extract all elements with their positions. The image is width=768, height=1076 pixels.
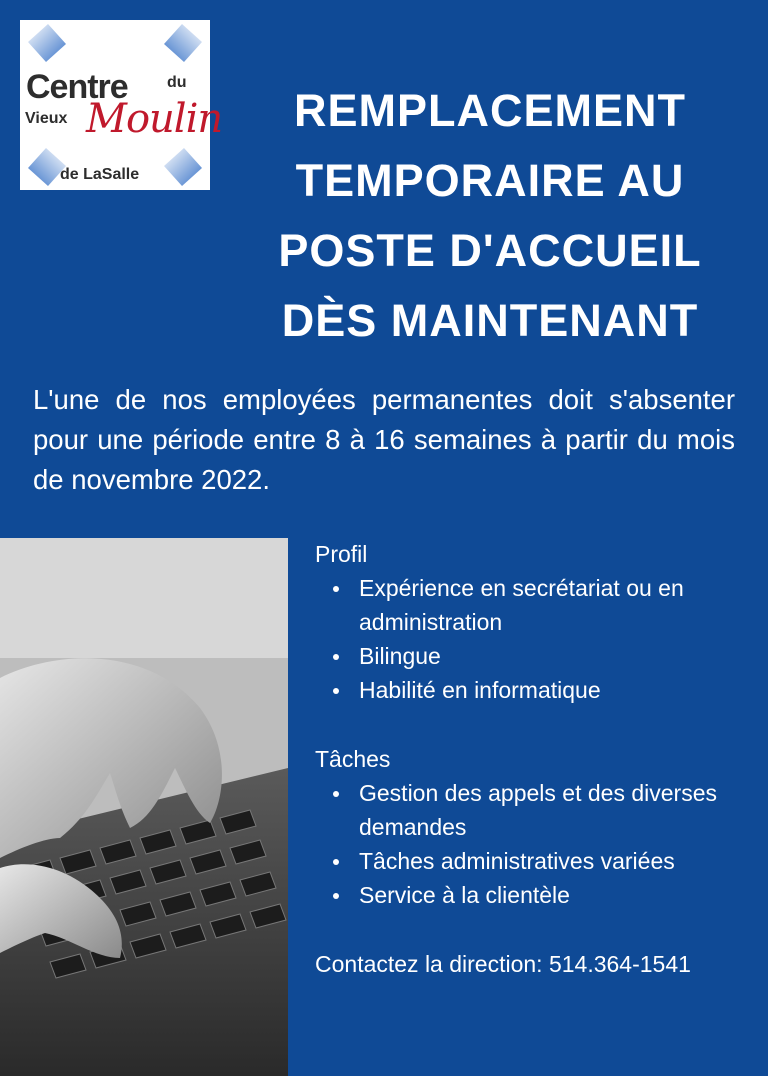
logo-du-text: du	[167, 74, 187, 91]
page-title	[240, 76, 740, 356]
intro-paragraph: L'une de nos employées permanentes doit s'absenter pour une période entre 8 à 16 semaines à partir du mois de novembre 2022.	[33, 384, 735, 495]
taches-list	[315, 776, 755, 912]
list-item: Habilité en informatique	[359, 673, 755, 707]
title-line: REMPLACEMENT	[294, 85, 686, 136]
list-item: Service à la clientèle	[359, 878, 755, 912]
list-item: Expérience en secrétariat ou en administration	[359, 571, 755, 639]
title-line: POSTE D'ACCUEIL	[278, 225, 702, 276]
profil-heading: Profil	[315, 541, 368, 567]
contact-text: Contactez la direction: 514.364-1541	[315, 951, 691, 977]
list-item: Gestion des appels et des diverses demandes	[359, 776, 755, 844]
keyboard-hands-illustration	[0, 538, 288, 1076]
logo-vieux-text: Vieux	[25, 110, 68, 127]
logo	[20, 20, 223, 190]
logo-centre-text: Centre	[26, 68, 128, 106]
keyboard-hands-photo	[0, 538, 288, 1076]
profil-list	[315, 571, 755, 707]
title-line: TEMPORAIRE AU	[295, 155, 685, 206]
title-line: DÈS MAINTENANT	[281, 295, 699, 346]
taches-heading: Tâches	[315, 746, 391, 772]
list-item: Tâches administratives variées	[359, 844, 755, 878]
details-column	[315, 537, 755, 982]
list-item: Bilingue	[359, 639, 755, 673]
logo-moulin-text: Moulin	[86, 96, 223, 142]
logo-lasalle-text: de LaSalle	[60, 166, 140, 183]
